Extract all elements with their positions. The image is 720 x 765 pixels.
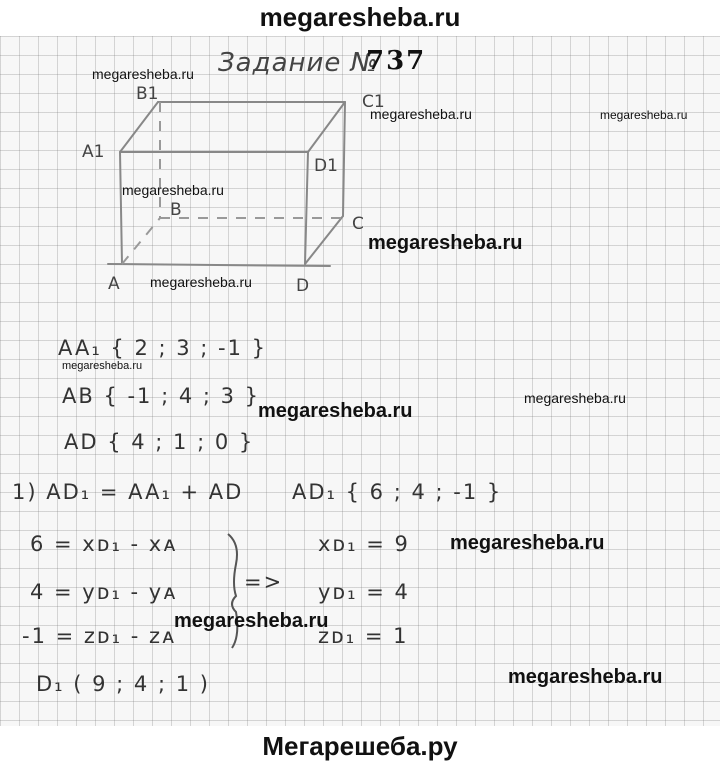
result-vector-ad1: AD₁ { 6 ; 4 ; -1 } bbox=[292, 480, 503, 504]
watermark: megaresheba.ru bbox=[524, 390, 626, 406]
task-number: 737 bbox=[366, 46, 427, 76]
vertex-label-d: D bbox=[296, 276, 310, 296]
answer-point-d1: D₁ ( 9 ; 4 ; 1 ) bbox=[36, 672, 210, 696]
equation-z: -1 = zᴅ₁ - zᴀ bbox=[22, 624, 177, 648]
task-title: Задание № bbox=[218, 48, 379, 78]
system-brace bbox=[0, 36, 720, 726]
vector-ad: AD { 4 ; 1 ; 0 } bbox=[64, 430, 255, 454]
vertex-label-c1: C1 bbox=[362, 92, 385, 112]
implies-arrow: => bbox=[244, 570, 284, 594]
watermark: megaresheba.ru bbox=[92, 66, 194, 82]
result-z: zᴅ₁ = 1 bbox=[318, 624, 409, 648]
vertex-label-b1: B1 bbox=[136, 84, 159, 104]
result-x: xᴅ₁ = 9 bbox=[318, 532, 410, 556]
watermark: megaresheba.ru bbox=[370, 106, 472, 122]
vertex-label-a: A bbox=[108, 274, 120, 294]
watermark: megaresheba.ru bbox=[368, 232, 523, 254]
equation-x: 6 = xᴅ₁ - xᴀ bbox=[30, 532, 178, 556]
notebook-page bbox=[0, 36, 720, 726]
watermark: megaresheba.ru bbox=[122, 182, 224, 198]
site-header: megaresheba.ru bbox=[259, 2, 461, 32]
vertex-label-a1: A1 bbox=[82, 142, 105, 162]
watermark: megaresheba.ru bbox=[150, 274, 252, 290]
watermark: megaresheba.ru bbox=[450, 532, 605, 554]
site-footer: Мегарешеба.ру bbox=[262, 731, 458, 761]
vector-aa1: AA₁ { 2 ; 3 ; -1 } bbox=[58, 336, 267, 360]
vertex-label-b: B bbox=[170, 200, 182, 220]
vertex-label-d1: D1 bbox=[314, 156, 338, 176]
watermark: megaresheba.ru bbox=[600, 108, 688, 122]
vector-ab: AB { -1 ; 4 ; 3 } bbox=[62, 384, 261, 408]
watermark: megaresheba.ru bbox=[258, 400, 413, 422]
vertex-label-c: C bbox=[352, 214, 364, 234]
watermark: megaresheba.ru bbox=[508, 666, 663, 688]
solution-step-1: 1) AD₁ = AA₁ + AD bbox=[12, 480, 244, 504]
watermark: megaresheba.ru bbox=[62, 360, 143, 372]
result-y: yᴅ₁ = 4 bbox=[318, 580, 410, 604]
equation-y: 4 = yᴅ₁ - yᴀ bbox=[30, 580, 178, 604]
watermark: megaresheba.ru bbox=[174, 610, 329, 632]
